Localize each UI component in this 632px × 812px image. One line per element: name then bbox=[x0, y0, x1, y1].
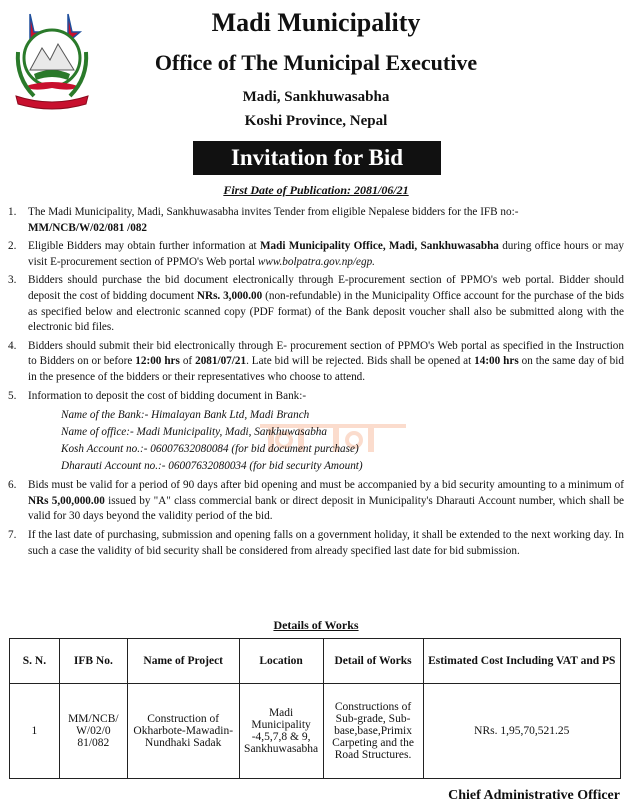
table-cell: Constructions of Sub-grade, Sub-base,base,Primix Carpeting and the Road Structures. bbox=[323, 684, 423, 779]
list-item: 5. Information to deposit the cost of bidding document in Bank:- bbox=[8, 389, 307, 402]
bank-name: Name of the Bank:- Himalayan Bank Ltd, Madi Branch bbox=[61, 409, 310, 422]
works-table-title: Details of Works bbox=[273, 618, 359, 632]
dharauti-account: Dharauti Account no.:- 06007632080034 (for bid security Amount) bbox=[61, 460, 363, 473]
signoff: Chief Administrative Officer bbox=[448, 788, 620, 803]
table-row bbox=[10, 684, 621, 779]
bid-conditions-list bbox=[8, 205, 624, 562]
column-header: Estimated Cost Including VAT and PS bbox=[423, 639, 620, 684]
address-line-1: Madi, Sankhuwasabha bbox=[242, 89, 390, 105]
address-line-2: Koshi Province, Nepal bbox=[244, 113, 388, 129]
column-header: Detail of Works bbox=[323, 639, 423, 684]
table-cell: Madi Municipality -4,5,7,8 & 9, Sankhuwasabha bbox=[239, 684, 323, 779]
kosh-account: Kosh Account no.:- 06007632080084 (for bid document purchase) bbox=[61, 443, 359, 456]
column-header: IFB No. bbox=[59, 639, 127, 684]
office-name-line: Name of office:- Madi Municipality, Madi, Sankhuwasabha bbox=[61, 426, 327, 439]
table-cell: MM/NCB/ W/02/0 81/082 bbox=[59, 684, 127, 779]
column-header: Name of Project bbox=[127, 639, 239, 684]
table-cell: NRs. 1,95,70,521.25 bbox=[423, 684, 620, 779]
list-item: 1. The Madi Municipality, Madi, Sankhuwasabha invites Tender from eligible Nepalese bidders for the IFB no:- MM/NCB/W/02/081 /082 bbox=[8, 206, 519, 234]
table-cell: 1 bbox=[10, 684, 60, 779]
column-header: S. N. bbox=[10, 639, 60, 684]
list-item: 2. Eligible Bidders may obtain further information at Madi Municipality Office, Madi, Sankhuwasabha during office hours or may visit E-procurement section of PPMO's Web portal www.bolpatra.gov.np/egp. bbox=[8, 240, 624, 268]
notice-title: Invitation for Bid bbox=[193, 141, 441, 175]
table-cell: Construction of Okharbote-Mawadin-Nundhaki Sadak bbox=[127, 684, 239, 779]
bank-details bbox=[8, 407, 624, 475]
publication-date: First Date of Publication: 2081/06/21 bbox=[223, 183, 409, 197]
municipality-name: Madi Municipality bbox=[211, 8, 421, 37]
list-item: 7. If the last date of purchasing, submission and opening falls on a government holiday, it shall be extended to the next working day. In such a case the validity of bid security shall be considered from already specified last date for bid submission. bbox=[8, 528, 624, 557]
office-name: Office of The Municipal Executive bbox=[154, 50, 478, 75]
works-table bbox=[9, 638, 621, 779]
list-item: 3. Bidders should purchase the bid document electronically through E-procurement section of PPMO's web portal. Bidder should deposit the cost of bidding document NRs. 3,000.00 (non-refundable) in the Municipality Office account for the purchase of the bids as specified below and electronic scanned copy (PDF format) of the Bank deposit voucher shall also be submitted along with the electronic bid files. bbox=[8, 274, 624, 334]
table-header-row bbox=[10, 639, 621, 684]
list-item: 6. Bids must be valid for a period of 90 days after bid opening and must be accompanied by a bid security amounting to a minimum of NRs 5,00,000.00 issued by "A" class commercial bank or direct deposit in Municipality's Dharauti Account number, which shall be valid for 30 days beyond the validity period of the bid. bbox=[8, 479, 625, 523]
list-item: 4. Bidders should submit their bid electronically through E- procurement section of PPMO's Web portal as specified in the Instruction to Bidders on or before 12:00 hrs of 2081/07/21. Late bid will be rejected. Bids shall be opened at 14:00 hrs on the same day of bid in the presence of the bidders or their representatives who choose to attend. bbox=[8, 339, 624, 383]
column-header: Location bbox=[239, 639, 323, 684]
